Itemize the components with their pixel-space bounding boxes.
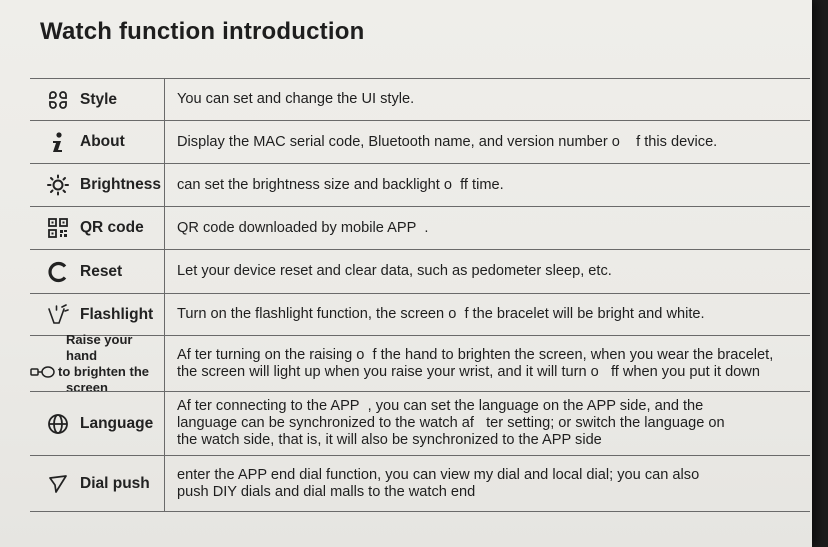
desc-cell [165, 121, 810, 163]
label-cell [30, 331, 165, 395]
table-row-raise-hand [30, 331, 810, 395]
label-cell [30, 456, 165, 511]
table-row-about [30, 120, 810, 163]
qr-code-icon [46, 216, 70, 240]
info-icon [46, 130, 70, 154]
desc-cell [165, 336, 810, 391]
row-description-line: the watch side, that is, it will also be synchronized to the APP side [177, 432, 602, 448]
row-label: About [80, 133, 125, 150]
flashlight-icon [46, 303, 70, 327]
row-description-line: language can be synchronized to the watch af ter setting; or switch the language on [177, 415, 725, 431]
label-cell [30, 250, 165, 293]
table-row-style [30, 78, 810, 120]
desc-cell [165, 456, 810, 511]
row-label: Dial push [80, 474, 150, 492]
label-cell [30, 121, 165, 163]
raise-hand-icon [30, 364, 56, 380]
row-label: Brightness [80, 176, 161, 193]
row-description: You can set and change the UI style. [177, 91, 415, 107]
reset-icon [46, 260, 70, 284]
row-description: Display the MAC serial code, Bluetooth name, and version number o f this device. [177, 133, 718, 150]
label-cell [30, 79, 165, 120]
label-cell [30, 294, 165, 335]
globe-icon [46, 412, 70, 436]
table-row-dial-push [30, 455, 810, 512]
row-description-line: Af ter connecting to the APP , you can set the language on the APP side, and the [177, 398, 704, 414]
dial-push-icon [46, 472, 70, 496]
row-description: can set the brightness size and backlight o ff time. [177, 176, 504, 193]
sun-icon [46, 173, 70, 197]
style-grid-icon [46, 88, 70, 112]
desc-cell [165, 164, 810, 206]
row-label: Language [80, 414, 154, 432]
row-description: QR code downloaded by mobile APP . [177, 219, 429, 236]
row-label-line: screen [66, 379, 108, 395]
row-description-line: enter the APP end dial function, you can view my dial and local dial; you can also [177, 466, 700, 483]
function-table [30, 78, 810, 512]
label-cell [30, 207, 165, 249]
row-description: Let your device reset and clear data, such as pedometer sleep, etc. [177, 263, 612, 279]
row-label-line: to brighten the [58, 363, 149, 379]
row-description-line: push DIY dials and dial malls to the watch end [177, 483, 476, 500]
row-label: Flashlight [80, 305, 154, 323]
desc-cell [165, 207, 810, 249]
row-label: Reset [80, 262, 123, 280]
desc-cell [165, 392, 810, 455]
row-label: Style [80, 90, 118, 108]
table-row-brightness [30, 163, 810, 206]
label-cell [30, 392, 165, 455]
desc-cell [165, 79, 810, 120]
row-label: QR code [80, 219, 144, 236]
row-label-line-with-icon [30, 364, 149, 380]
label-cell [30, 164, 165, 206]
desc-cell [165, 250, 810, 293]
desc-cell [165, 294, 810, 335]
row-label-line: Raise your hand [66, 331, 133, 363]
row-description-line: the screen will light up when you raise your wrist, and it will turn o ff when you put it down [177, 363, 760, 380]
row-description: Turn on the flashlight function, the screen o f the bracelet will be bright and white. [177, 306, 705, 322]
table-row-flashlight [30, 293, 810, 335]
table-row-reset [30, 249, 810, 293]
row-description-line: Af ter turning on the raising o f the hand to brighten the screen, when you wear the bracelet, [177, 346, 774, 363]
page-title: Watch function introduction [40, 18, 365, 45]
table-row-language [30, 391, 810, 455]
table-row-qr-code [30, 206, 810, 249]
